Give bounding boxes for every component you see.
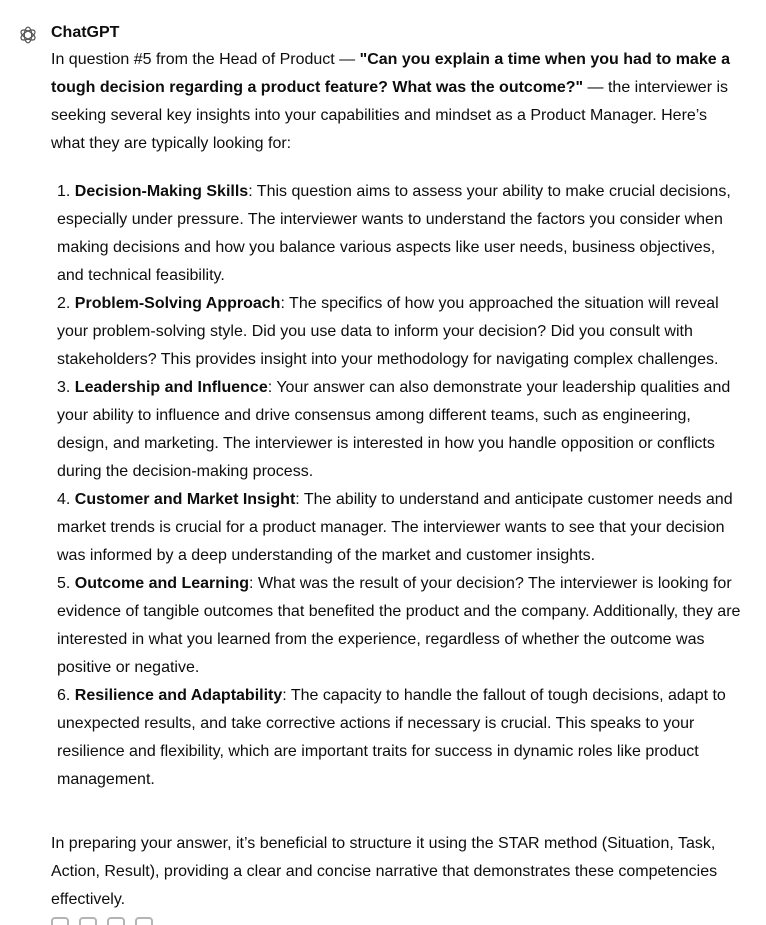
item-title: Problem-Solving Approach [74, 295, 281, 312]
item-number: 3. [57, 379, 71, 396]
item-text: : What was the result of your decision? The interviewer is looking for evidence of tangible outcomes that benefited the product and the company. Additionally, they are interested in what you learned from the experience, regardless of whether the outcome was positive or negative. [57, 575, 741, 676]
assistant-message [51, 20, 745, 914]
thumbs-down-icon[interactable] [107, 917, 125, 925]
list-item [57, 374, 745, 486]
item-number: 1. [57, 183, 71, 200]
message-author: ChatGPT [51, 24, 120, 41]
item-number: 4. [57, 491, 71, 508]
chatgpt-avatar [16, 23, 40, 47]
list-item [57, 290, 745, 374]
intro-question: "Can you explain a time when you had to make a tough decision regarding a product feature? What was the outcome?" [51, 51, 730, 96]
list-item [57, 570, 745, 682]
intro-prefix: In question #5 from the Head of Product — [51, 51, 360, 68]
item-number: 5. [57, 575, 71, 592]
item-text: : The specifics of how you approached the situation will reveal your problem-solving style. Did you use data to inform your decision? Did you consult with stakeholders? This provides insight into your methodology for navigating complex challenges. [57, 295, 719, 368]
item-text: : Your answer can also demonstrate your leadership qualities and your ability to influence and drive consensus among different teams, such as engineering, design, and marketing. The interviewer is interested in how you handle opposition or conflicts during the decision-making process. [57, 379, 731, 480]
more-icon[interactable] [135, 917, 153, 925]
item-text: : This question aims to assess your ability to make crucial decisions, especially under pressure. The interviewer wants to understand the factors you consider when making decisions and how you balance various aspects like user needs, business objectives, and technical feasibility. [57, 183, 731, 284]
item-number: 2. [57, 295, 71, 312]
intro-paragraph [51, 46, 745, 158]
insights-list [57, 178, 745, 794]
copy-icon[interactable] [51, 917, 69, 925]
message-actions [51, 917, 153, 925]
list-item [57, 682, 745, 794]
item-title: Outcome and Learning [74, 575, 250, 592]
intro-suffix: — the interviewer is seeking several key insights into your capabilities and mindset as a Product Manager. Here’s what they are typically looking for: [51, 79, 729, 152]
list-item [57, 486, 745, 570]
item-title: Decision-Making Skills [74, 183, 249, 200]
regenerate-icon[interactable] [79, 917, 97, 925]
item-title: Resilience and Adaptability [74, 687, 283, 704]
closing-paragraph: In preparing your answer, it’s beneficial to structure it using the STAR method (Situation, Task, Action, Result), providing a clear and concise narrative that demonstrates these competencies effectively. [51, 835, 718, 908]
openai-logo-icon [17, 24, 39, 46]
item-text: : The capacity to handle the fallout of tough decisions, adapt to unexpected results, and take corrective actions if necessary is crucial. This speaks to your resilience and flexibility, which are important traits for success in dynamic roles like product management. [57, 687, 726, 788]
item-text: : The ability to understand and anticipate customer needs and market trends is crucial for a product manager. The interviewer wants to see that your decision was informed by a deep understanding of the market and customer insights. [57, 491, 733, 564]
item-title: Leadership and Influence [74, 379, 268, 396]
item-number: 6. [57, 687, 71, 704]
item-title: Customer and Market Insight [74, 491, 296, 508]
list-item [57, 178, 745, 290]
